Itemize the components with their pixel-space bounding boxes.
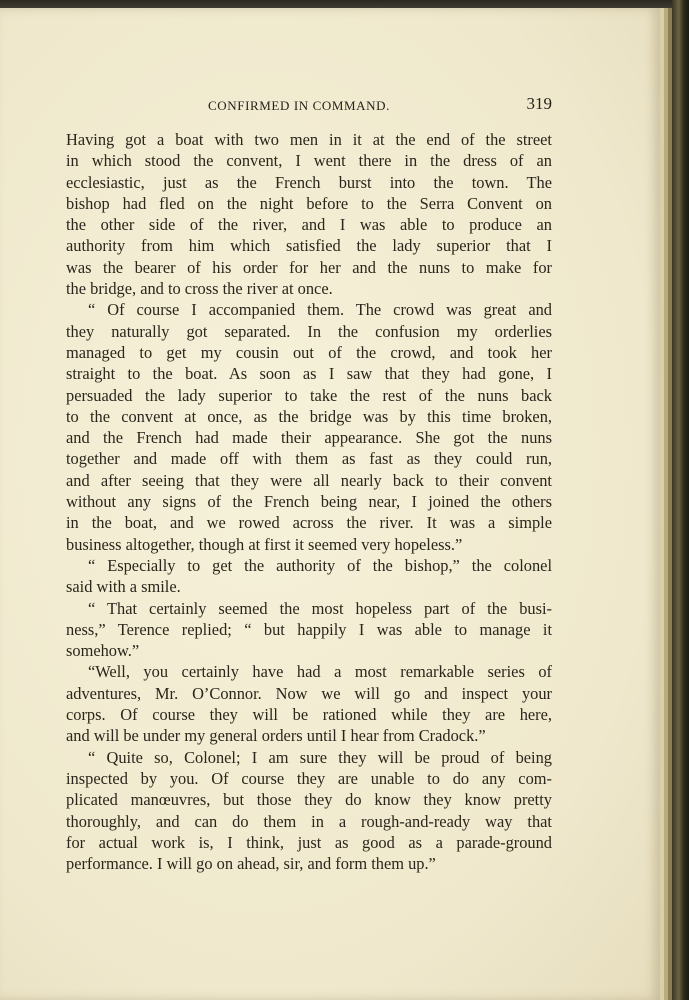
body-text: [66, 129, 552, 874]
text-line: inspected by you. Of course they are unable to do any com-: [66, 768, 552, 788]
text-line: thoroughly, and can do them in a rough-and-ready way that: [66, 811, 552, 831]
text-line: Having got a boat with two men in it at the end of the street: [66, 130, 552, 149]
text-line: without any signs of the French being near, I joined the others: [66, 492, 552, 512]
text-line: for actual work is, I think, just as good as a parade-ground: [66, 832, 552, 852]
text-line: ecclesiastic, just as the French burst into the town. The: [66, 172, 552, 192]
book-cover-edge: [672, 0, 689, 1000]
text-line: and will be under my general orders until I hear from Cradock.”: [66, 726, 486, 746]
text-line: “ That certainly seemed the most hopeless part of the busi-: [88, 598, 552, 618]
text-line: the bridge, and to cross the river at once.: [66, 279, 333, 299]
text-line: and the French had made their appearance. She got the nuns: [66, 428, 552, 448]
book-page: [0, 8, 660, 1000]
text-line: managed to get my cousin out of the crowd, and took her: [66, 342, 552, 362]
text-line: to the convent at once, as the bridge was by this time broken,: [66, 406, 552, 426]
text-line: “ Of course I accompanied them. The crowd was great and: [88, 300, 552, 320]
text-line: somehow.”: [66, 641, 140, 661]
text-line: they naturally got separated. In the confusion my orderlies: [66, 321, 552, 341]
text-line: corps. Of course they will be rationed while they are here,: [66, 705, 552, 725]
text-line: ness,” Terence replied; “ but happily I was able to manage it: [66, 619, 552, 639]
text-line: business altogether, though at first it seemed very hopeless.”: [66, 534, 463, 554]
page-header: [66, 88, 552, 118]
text-line: in which stood the convent, I went there in the dress of an: [66, 151, 552, 171]
text-line: “ Quite so, Colonel; I am sure they will be proud of being: [88, 747, 552, 767]
text-line: performance. I will go on ahead, sir, and form them up.”: [66, 854, 436, 874]
text-line: together and made off with them as fast as they could run,: [66, 449, 552, 469]
text-line: “ Especially to get the authority of the bishop,” the colonel: [88, 555, 552, 575]
text-line: in the boat, and we rowed across the river. It was a simple: [66, 513, 552, 533]
text-line: and after seeing that they were all nearly back to their convent: [66, 470, 552, 490]
text-line: the other side of the river, and I was able to produce an: [66, 215, 552, 235]
text-line: plicated manœuvres, but those they do know they know pretty: [66, 790, 552, 810]
text-line: said with a smile.: [66, 577, 181, 597]
text-line: authority from him which satisfied the lady superior that I: [66, 236, 552, 256]
text-line: “Well, you certainly have had a most remarkable series of: [88, 662, 552, 682]
page-number: 319: [526, 94, 552, 113]
text-line: persuaded the lady superior to take the rest of the nuns back: [66, 385, 552, 405]
text-line: straight to the boat. As soon as I saw that they had gone, I: [66, 364, 552, 384]
text-line: was the bearer of his order for her and the nuns to make for: [66, 257, 552, 277]
running-title: CONFIRMED IN COMMAND.: [208, 98, 390, 113]
text-line: bishop had fled on the night before to the Serra Convent on: [66, 193, 552, 213]
text-line: adventures, Mr. O’Connor. Now we will go and inspect your: [66, 683, 552, 703]
